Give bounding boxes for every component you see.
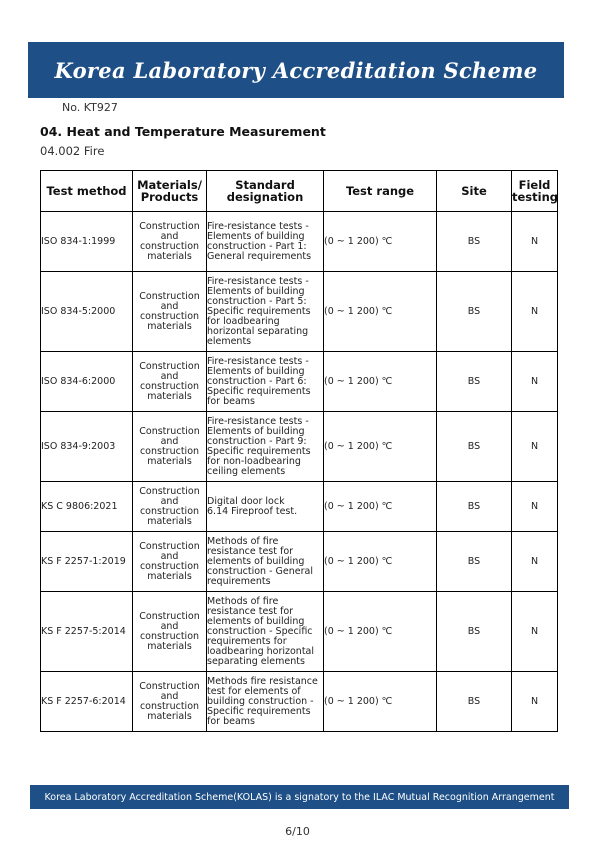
header-banner [28,42,564,98]
test-table [40,170,558,732]
cell-test-range: (0 ~ 1 200) ℃ [324,272,437,352]
cell-test-method: ISO 834-6:2000 [41,352,133,412]
header-site: Site [437,171,512,212]
table-header-row [41,171,558,212]
cell-test-method: KS F 2257-6:2014 [41,672,133,732]
cell-site: BS [437,672,512,732]
header-test-method: Test method [41,171,133,212]
cell-test-range: (0 ~ 1 200) ℃ [324,352,437,412]
cell-field-testing: N [512,412,558,482]
cell-test-range: (0 ~ 1 200) ℃ [324,592,437,672]
cell-materials: Construction and construction materials [133,592,207,672]
header-title: Korea Laboratory Accreditation Scheme [54,57,538,83]
cell-materials: Construction and construction materials [133,212,207,272]
cell-test-range: (0 ~ 1 200) ℃ [324,212,437,272]
section-title: 04. Heat and Temperature Measurement [40,124,326,139]
cell-test-range: (0 ~ 1 200) ℃ [324,412,437,482]
cell-materials: Construction and construction materials [133,482,207,532]
cell-site: BS [437,482,512,532]
cell-test-method: ISO 834-9:2003 [41,412,133,482]
table-row [41,482,558,532]
cell-site: BS [437,272,512,352]
cell-field-testing: N [512,672,558,732]
cell-field-testing: N [512,532,558,592]
cell-site: BS [437,592,512,672]
footer-banner [30,785,569,809]
table-row [41,352,558,412]
cell-site: BS [437,352,512,412]
table-row [41,412,558,482]
cell-test-method: KS F 2257-1:2019 [41,532,133,592]
header-test-range: Test range [324,171,437,212]
cell-site: BS [437,212,512,272]
cell-test-method: KS F 2257-5:2014 [41,592,133,672]
cell-test-range: (0 ~ 1 200) ℃ [324,482,437,532]
cell-field-testing: N [512,592,558,672]
cell-site: BS [437,412,512,482]
cell-test-method: ISO 834-1:1999 [41,212,133,272]
cell-field-testing: N [512,352,558,412]
cell-field-testing: N [512,272,558,352]
cell-materials: Construction and construction materials [133,532,207,592]
certificate-number: No. KT927 [62,101,118,114]
header-materials: Materials/ Products [133,171,207,212]
table-row [41,592,558,672]
cell-test-range: (0 ~ 1 200) ℃ [324,532,437,592]
sub-section-title: 04.002 Fire [40,144,105,158]
cell-materials: Construction and construction materials [133,272,207,352]
page-number: 6/10 [285,825,310,838]
cell-standard: Digital door lock 6.14 Fireproof test. [207,482,324,532]
cell-test-method: ISO 834-5:2000 [41,272,133,352]
table-row [41,532,558,592]
cell-test-method: KS C 9806:2021 [41,482,133,532]
cell-standard: Fire-resistance tests - Elements of building construction - Part 5: Specific requirements for loadbearing horizontal separating elements [207,272,324,352]
cell-standard: Fire-resistance tests - Elements of building construction - Part 1: General requirements [207,212,324,272]
cell-materials: Construction and construction materials [133,672,207,732]
cell-standard: Methods of fire resistance test for elements of building construction - Specific requirements for loadbearing horizontal separating elements [207,592,324,672]
header-field-testing: Field testing [512,171,558,212]
cell-materials: Construction and construction materials [133,412,207,482]
cell-standard: Fire-resistance tests - Elements of building construction - Part 9: Specific requirements for non-loadbearing ceiling elements [207,412,324,482]
cell-standard: Methods fire resistance test for elements of building construction - Specific requirements for beams [207,672,324,732]
table-row [41,212,558,272]
cell-test-range: (0 ~ 1 200) ℃ [324,672,437,732]
cell-field-testing: N [512,212,558,272]
header-standard: Standard designation [207,171,324,212]
cell-standard: Fire-resistance tests - Elements of building construction - Part 6: Specific requirements for beams [207,352,324,412]
cell-field-testing: N [512,482,558,532]
table-row [41,672,558,732]
cell-materials: Construction and construction materials [133,352,207,412]
footer-note: Korea Laboratory Accreditation Scheme(KOLAS) is a signatory to the ILAC Mutual Recognition Arrangement [44,791,555,803]
table-row [41,272,558,352]
table-body [41,212,558,732]
cell-standard: Methods of fire resistance test for elements of building construction - General requirements [207,532,324,592]
cell-site: BS [437,532,512,592]
